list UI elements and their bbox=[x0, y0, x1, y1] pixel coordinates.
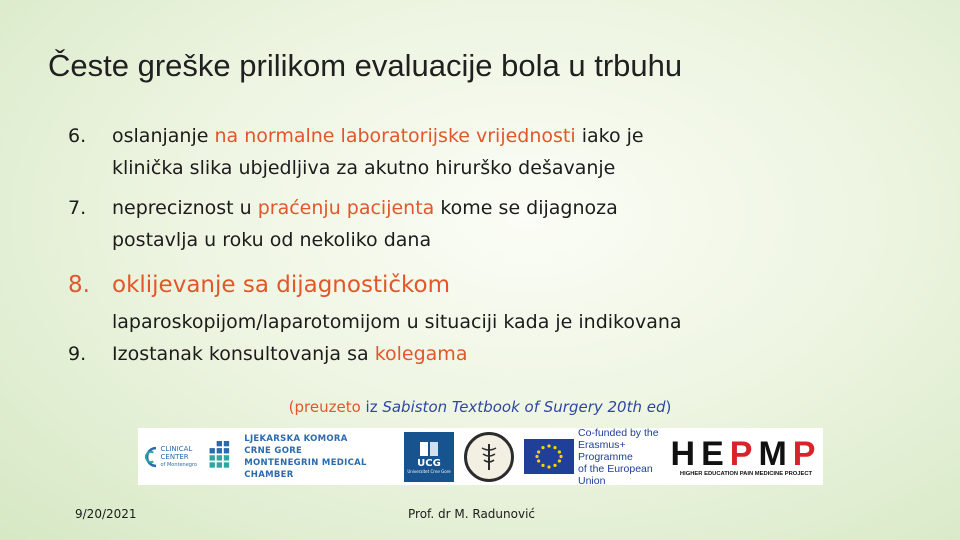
hepmp-subtitle: HIGHER EDUCATION PAIN MEDICINE PROJECT bbox=[679, 470, 813, 477]
eu-line-1: Co-funded by the bbox=[578, 428, 659, 439]
list-item-6 bbox=[68, 120, 928, 184]
item-line bbox=[112, 192, 928, 224]
eu-line-2: Erasmus+ Programme bbox=[578, 438, 633, 463]
chamber-line-1: LJEKARSKA KOMORA bbox=[244, 433, 348, 444]
list-item-8 bbox=[68, 264, 928, 338]
erasmus-logo bbox=[520, 428, 672, 485]
source-citation bbox=[0, 398, 960, 416]
item-highlight: na normalne laboratorijske vrijednosti bbox=[214, 125, 576, 147]
clinical-center-name: CLINICAL CENTER bbox=[160, 444, 193, 461]
item-line-2: postavlja u roku od nekoliko dana bbox=[112, 229, 432, 251]
source-book: Sabiston Textbook of Surgery 20th ed bbox=[382, 398, 666, 416]
source-paren: ( bbox=[288, 398, 295, 416]
clinical-center-icon bbox=[142, 437, 159, 477]
item-highlight: kolegama bbox=[374, 343, 468, 365]
list-item-9 bbox=[68, 338, 928, 370]
chamber-line-3: MONTENEGRIN MEDICAL CHAMBER bbox=[244, 457, 367, 480]
eu-line-3: of the European Union bbox=[578, 462, 653, 485]
hepmp-letter: P bbox=[792, 434, 822, 473]
item-number: 7. bbox=[68, 197, 87, 219]
hepmp-letter: P bbox=[729, 434, 759, 473]
clinical-center-logo bbox=[138, 428, 200, 485]
error-list bbox=[68, 120, 928, 370]
item-text: Izostanak konsultovanja sa bbox=[112, 343, 375, 365]
ucg-name: UCG bbox=[417, 457, 441, 469]
item-line bbox=[112, 120, 928, 152]
item-line bbox=[112, 338, 928, 370]
slide-title: Česte greške prilikom evaluacije bola u trbuhu bbox=[48, 48, 683, 83]
item-line-2: klinička slika ubjedljiva za akutno hirurško dešavanje bbox=[112, 157, 616, 179]
eu-flag-icon bbox=[524, 439, 574, 474]
faculty-seal-logo bbox=[458, 428, 520, 485]
item-highlight: praćenju pacijenta bbox=[257, 197, 435, 219]
source-paren: ) bbox=[665, 398, 672, 416]
source-mid: iz bbox=[360, 398, 383, 416]
item-highlight: oklijevanje sa dijagnostičkom bbox=[112, 272, 450, 298]
item-number: 9. bbox=[68, 343, 87, 365]
ucg-sub: Univerzitet Crne Gore bbox=[407, 468, 451, 474]
chamber-line-2: CRNE GORE bbox=[244, 445, 303, 456]
partner-logos-banner bbox=[138, 428, 823, 485]
footer-date: 9/20/2021 bbox=[75, 507, 137, 521]
hepmp-letter: E bbox=[701, 434, 730, 473]
hepmp-letter: M bbox=[758, 434, 793, 473]
item-text: oslanjanje bbox=[112, 125, 215, 147]
source-pre: preuzeto bbox=[294, 398, 361, 416]
medical-chamber-logo bbox=[200, 428, 400, 485]
item-number: 8. bbox=[68, 272, 90, 298]
hepmp-logo bbox=[672, 428, 820, 485]
book-icon bbox=[418, 440, 440, 458]
item-text: nepreciznost u bbox=[112, 197, 258, 219]
item-text: iako je bbox=[575, 125, 644, 147]
caduceus-icon bbox=[476, 442, 502, 472]
clinical-center-sub: of Montenegro bbox=[160, 461, 197, 468]
item-text: kome se dijagnoza bbox=[434, 197, 618, 219]
footer-author: Prof. dr M. Radunović bbox=[408, 507, 535, 521]
list-item-7 bbox=[68, 192, 928, 256]
item-number: 6. bbox=[68, 125, 87, 147]
hepmp-letter: H bbox=[670, 434, 702, 473]
hepmp-wordmark bbox=[670, 434, 822, 473]
item-line-2: laparoskopijom/laparotomijom u situaciji kada je indikovana bbox=[112, 311, 682, 333]
medical-chamber-icon bbox=[206, 437, 236, 477]
ucg-logo bbox=[400, 428, 458, 485]
